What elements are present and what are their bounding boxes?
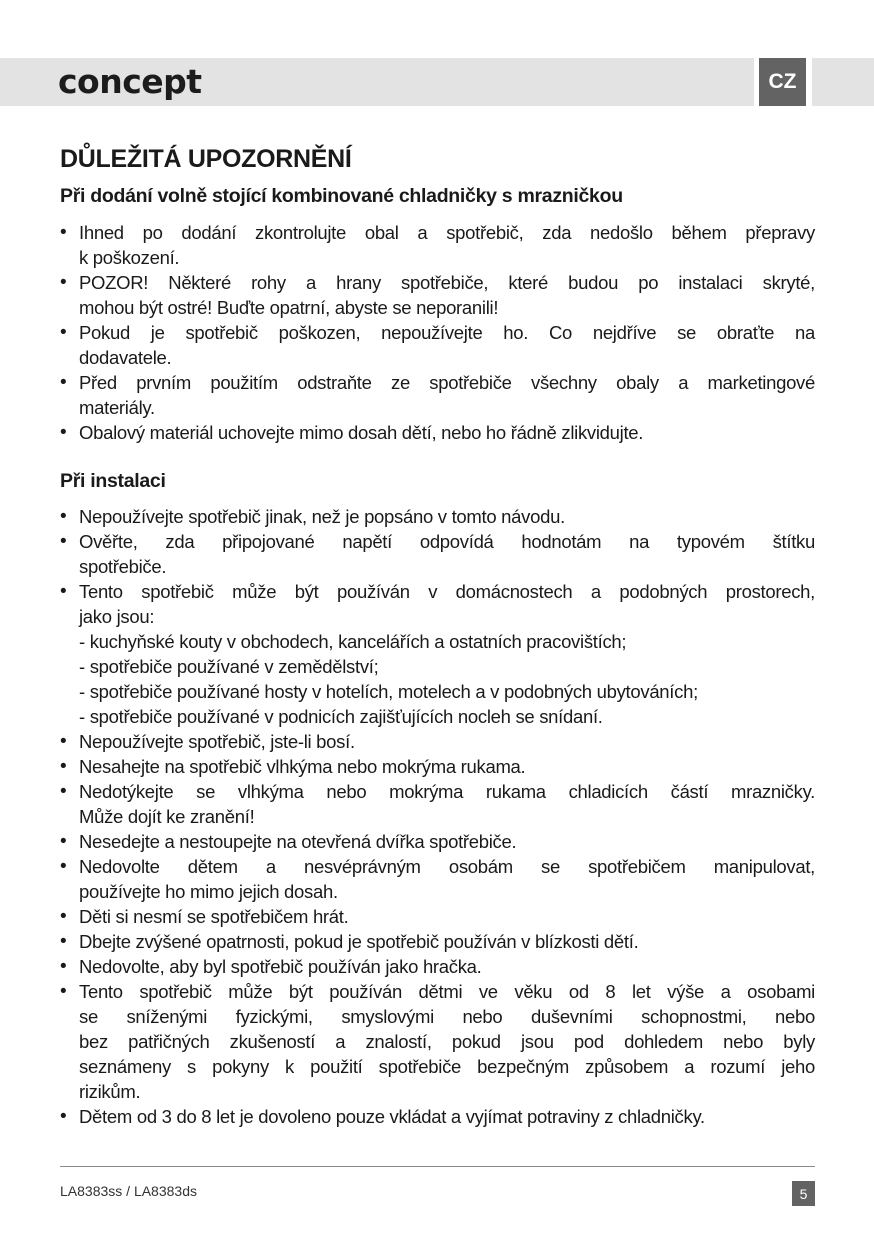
item-text-line: jako jsou: — [79, 606, 155, 627]
page-number: 5 — [792, 1181, 815, 1206]
item-text-line: Dětem od 3 do 8 let je dovoleno pouze vkládat a vyjímat potraviny z chladničky. — [79, 1106, 705, 1127]
item-text-line: - kuchyňské kouty v obchodech, kancelářích a ostatních pracovištích; — [79, 631, 627, 652]
list-item — [60, 779, 815, 829]
bullet-icon: • — [60, 756, 67, 777]
item-text-line: Obalový materiál uchovejte mimo dosah dětí, nebo ho řádně zlikvidujte. — [79, 422, 644, 443]
list-item — [60, 320, 815, 370]
item-text-line: Nedovolte dětem a nesvéprávným osobám se spotřebičem manipulovat, — [79, 856, 815, 877]
bullet-icon: • — [60, 272, 67, 293]
page-title: DŮLEŽITÁ UPOZORNĚNÍ — [60, 145, 352, 173]
list-item — [60, 579, 815, 729]
item-text-line: POZOR! Některé rohy a hrany spotřebiče, které budou po instalaci skryté, — [79, 272, 815, 293]
list-item — [60, 829, 815, 854]
list-item — [60, 854, 815, 904]
bullet-icon: • — [60, 981, 67, 1002]
item-text-line: Nepoužívejte spotřebič, jste-li bosí. — [79, 731, 355, 752]
list-item — [60, 904, 815, 929]
item-text-line: dodavatele. — [79, 347, 172, 368]
item-text-line: seznámeny s pokyny k použití spotřebiče bezpečným způsobem a rozumí jeho — [79, 1056, 815, 1077]
section-heading-delivery: Při dodání volně stojící kombinované chladničky s mrazničkou — [60, 185, 623, 207]
bullet-icon: • — [60, 906, 67, 927]
bullet-icon: • — [60, 1106, 67, 1127]
item-text-line: Děti si nesmí se spotřebičem hrát. — [79, 906, 349, 927]
item-text-line: se sníženými fyzickými, smyslovými nebo duševními schopnostmi, nebo — [79, 1006, 815, 1027]
item-text-line: - spotřebiče používané v podnicích zajišťujících nocleh se snídaní. — [79, 706, 603, 727]
language-badge: CZ — [759, 58, 806, 106]
item-text-line: Dbejte zvýšené opatrnosti, pokud je spotřebič používán v blízkosti dětí. — [79, 931, 639, 952]
section-heading-installation: Při instalaci — [60, 470, 166, 492]
bullet-icon: • — [60, 931, 67, 952]
bullet-icon: • — [60, 831, 67, 852]
item-text-line: Nepoužívejte spotřebič jinak, než je popsáno v tomto návodu. — [79, 506, 565, 527]
item-text-line: používejte ho mimo jejich dosah. — [79, 881, 338, 902]
item-text-line: spotřebiče. — [79, 556, 167, 577]
item-text-line: mohou být ostré! Buďte opatrní, abyste se neporanili! — [79, 297, 499, 318]
list-item — [60, 529, 815, 579]
header-bar-right — [812, 58, 874, 106]
item-text-line: - spotřebiče používané hosty v hotelích, motelech a v podobných ubytováních; — [79, 681, 698, 702]
bullet-icon: • — [60, 581, 67, 602]
list-item — [60, 270, 815, 320]
item-text-line: Může dojít ke zranění! — [79, 806, 255, 827]
list-item — [60, 420, 815, 445]
bullet-icon: • — [60, 731, 67, 752]
item-text-line: - spotřebiče používané v zemědělství; — [79, 656, 379, 677]
model-number: LA8383ss / LA8383ds — [60, 1183, 197, 1199]
bullet-icon: • — [60, 531, 67, 552]
list-item — [60, 929, 815, 954]
list-item — [60, 729, 815, 754]
item-text-line: Nesedejte a nestoupejte na otevřená dvířka spotřebiče. — [79, 831, 517, 852]
installation-list — [60, 504, 815, 1129]
list-item — [60, 754, 815, 779]
list-item — [60, 504, 815, 529]
bullet-icon: • — [60, 372, 67, 393]
footer-divider — [60, 1166, 815, 1167]
list-item — [60, 370, 815, 420]
item-text-line: Ověřte, zda připojované napětí odpovídá hodnotám na typovém štítku — [79, 531, 815, 552]
bullet-icon: • — [60, 506, 67, 527]
list-item — [60, 954, 815, 979]
item-text-line: Před prvním použitím odstraňte ze spotřebiče všechny obaly a marketingové — [79, 372, 815, 393]
item-text-line: Tento spotřebič může být používán dětmi ve věku od 8 let výše a osobami — [79, 981, 815, 1002]
item-text-line: k poškození. — [79, 247, 180, 268]
bullet-icon: • — [60, 322, 67, 343]
item-text-line: Nedotýkejte se vlhkýma nebo mokrýma rukama chladicích částí mrazničky. — [79, 781, 815, 802]
item-text-line: rizikům. — [79, 1081, 141, 1102]
bullet-icon: • — [60, 222, 67, 243]
item-text-line: materiály. — [79, 397, 155, 418]
list-item — [60, 220, 815, 270]
bullet-icon: • — [60, 781, 67, 802]
item-text-line: Pokud je spotřebič poškozen, nepoužívejte ho. Co nejdříve se obraťte na — [79, 322, 815, 343]
bullet-icon: • — [60, 956, 67, 977]
item-text-line: bez patřičných zkušeností a znalostí, pokud jsou pod dohledem nebo byly — [79, 1031, 815, 1052]
bullet-icon: • — [60, 856, 67, 877]
item-text-line: Ihned po dodání zkontrolujte obal a spotřebič, zda nedošlo během přepravy — [79, 222, 815, 243]
delivery-list — [60, 220, 815, 445]
item-text-line: Nesahejte na spotřebič vlhkýma nebo mokrýma rukama. — [79, 756, 526, 777]
item-text-line: Nedovolte, aby byl spotřebič používán jako hračka. — [79, 956, 482, 977]
brand-logo: concept — [58, 62, 202, 101]
bullet-icon: • — [60, 422, 67, 443]
list-item — [60, 979, 815, 1104]
item-text-line: Tento spotřebič může být používán v domácnostech a podobných prostorech, — [79, 581, 815, 602]
list-item — [60, 1104, 815, 1129]
